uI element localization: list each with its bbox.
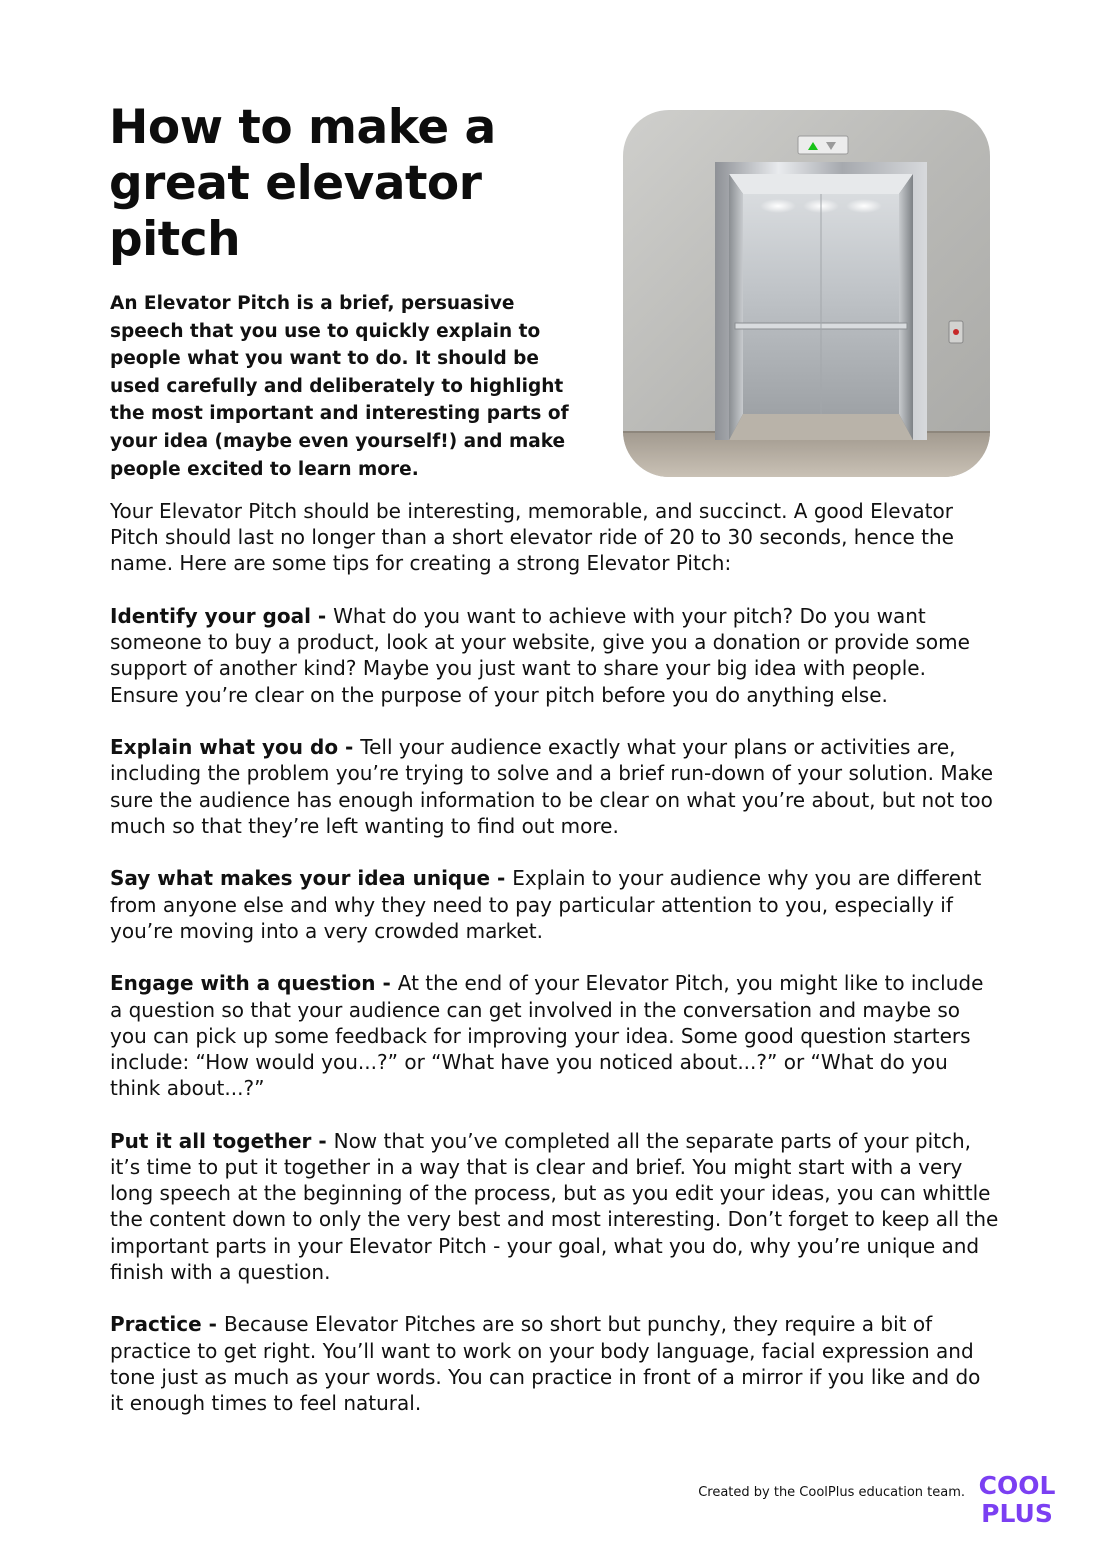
tip-text: What do you want to achieve with your pitch? Do you want someone to buy a product, look at your website, give you a donation or provide some support of another kind? Maybe you just want to share your big idea with people. Ensure you’re clear on the purpose of your pitch before you do anything else.: [110, 604, 970, 707]
tip-heading: Practice -: [110, 1312, 224, 1337]
tip-practice: [110, 1311, 1000, 1416]
page-title: How to make a great elevator pitch: [109, 100, 496, 267]
footer-credit: Created by the CoolPlus education team.: [698, 1485, 965, 1500]
elevator-image: [623, 110, 990, 477]
elevator-illustration: [623, 110, 990, 477]
coolplus-logo: [976, 1466, 1058, 1528]
tip-text: Because Elevator Pitches are so short but punchy, they require a bit of practice to get right. You’ll want to work on your body language, facial expression and tone just as much as your words. You can practice in front of a mirror if you like and do it enough times to feel natural.: [110, 1312, 981, 1416]
tip-put-together: [110, 1128, 1000, 1285]
tip-heading: Say what makes your idea unique -: [110, 866, 513, 891]
logo-line2: PLUS: [981, 1499, 1053, 1528]
tip-heading: Engage with a question -: [110, 971, 398, 996]
tip-unique: [110, 865, 1000, 944]
opening-paragraph: Your Elevator Pitch should be interesting, memorable, and succinct. A good Elevator Pitch should last no longer than a short elevator ride of 20 to 30 seconds, hence the name. Here are some tips for creating a strong Elevator Pitch:: [110, 499, 954, 576]
tip-explain-what-you-do: [110, 734, 1000, 839]
logo-line1: COOL: [978, 1471, 1056, 1500]
tip-heading: Explain what you do -: [110, 735, 361, 760]
tip-text: Now that you’ve completed all the separate parts of your pitch, it’s time to put it together in a way that is clear and brief. You might start with a very long speech at the beginning of the process, but as you edit your ideas, you can whittle the content down to only the very best and most interesting. Don’t forget to keep all the important parts in your Elevator Pitch - your goal, what you do, why you’re unique and finish with a question.: [110, 1128, 999, 1284]
tip-question: [110, 970, 1000, 1101]
tip-heading: Put it all together -: [110, 1128, 334, 1153]
tip-identify-goal: [110, 603, 1000, 708]
tip-text: At the end of your Elevator Pitch, you might like to include a question so that your audience can get involved in the conversation and maybe so you can pick up some feedback for improving your idea. Some good question starters include: “How would you...?” or “What have you noticed about...?” or “What do you think about...?”: [110, 971, 984, 1101]
intro-paragraph: An Elevator Pitch is a brief, persuasive speech that you use to quickly explain to people what you want to do. It should be used carefully and deliberately to highlight the most important and interesting parts of your idea (maybe even yourself!) and make people excited to learn more.: [110, 293, 569, 480]
tip-text: Tell your audience exactly what your plans or activities are, including the problem you’re trying to solve and a brief run-down of your solution. Make sure the audience has enough information to be clear on what you’re about, but not too much so that they’re left wanting to find out more.: [110, 735, 994, 838]
tip-heading: Identify your goal -: [110, 604, 334, 628]
tip-text: Explain to your audience why you are different from anyone else and why they need to pay particular attention to you, especially if you’re moving into a very crowded market.: [110, 866, 982, 943]
article-body: [110, 498, 1000, 1443]
